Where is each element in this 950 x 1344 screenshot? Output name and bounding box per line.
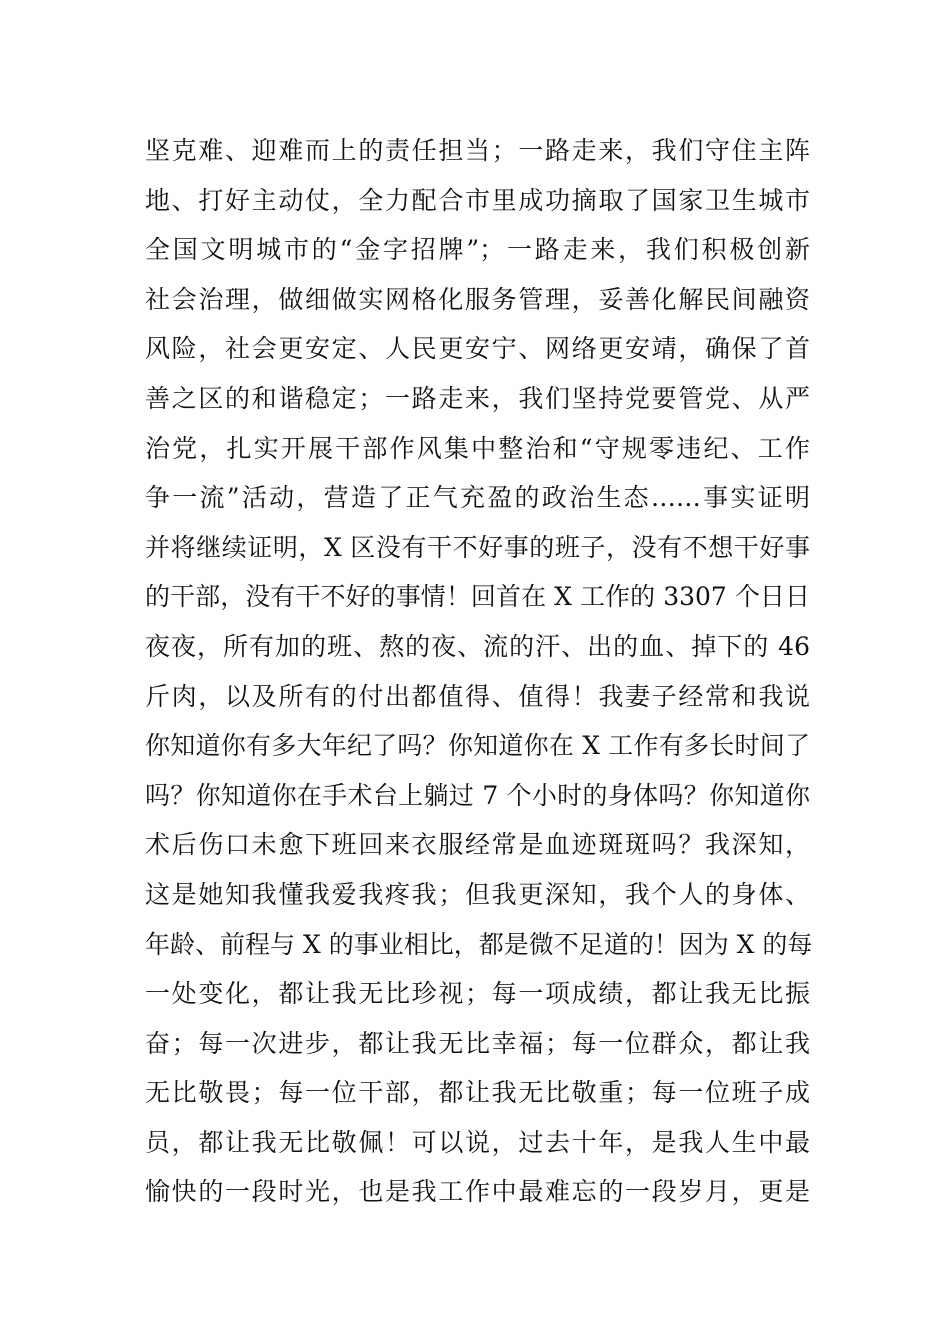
- text-line: 吗？你知道你在手术台上躺过 7 个小时的身体吗？你知道你: [145, 780, 810, 810]
- text-line: 争一流”活动，营造了正气充盈的政治生态……事实证明: [145, 483, 810, 513]
- body-text: [145, 126, 813, 1217]
- text-line: 愉快的一段时光，也是我工作中最难忘的一段岁月，更是: [145, 1177, 810, 1207]
- text-line: 斤肉，以及所有的付出都值得、值得！我妻子经常和我说: [145, 681, 810, 711]
- text-line: 年龄、前程与 X 的事业相比，都是微不足道的！因为 X 的每: [145, 929, 813, 959]
- text-line: 夜夜，所有加的班、熬的夜、流的汗、出的血、掉下的 46: [145, 631, 810, 661]
- text-line: 你知道你有多大年纪了吗？你知道你在 X 工作有多长时间了: [145, 731, 810, 761]
- text-line: 无比敬畏；每一位干部，都让我无比敬重；每一位班子成: [145, 1078, 810, 1108]
- text-line: 善之区的和谐稳定；一路走来，我们坚持党要管党、从严: [145, 383, 810, 413]
- text-line: 坚克难、迎难而上的责任担当；一路走来，我们守住主阵: [145, 136, 810, 165]
- text-line: 奋；每一次进步，都让我无比幸福；每一位群众，都让我: [145, 1028, 810, 1058]
- text-line: 治党，扎实开展干部作风集中整治和“守规零违纪、工作: [145, 433, 810, 463]
- text-line: 全国文明城市的“金字招牌”；一路走来，我们积极创新: [145, 235, 810, 265]
- text-line: 这是她知我懂我爱我疼我；但我更深知，我个人的身体、: [145, 879, 810, 909]
- text-line: 一处变化，都让我无比珍视；每一项成绩，都让我无比振: [145, 979, 810, 1009]
- text-line: 的干部，没有干不好的事情！回首在 X 工作的 3307 个日日: [145, 582, 810, 612]
- text-line: 术后伤口未愈下班回来衣服经常是血迹斑斑吗？我深知，: [145, 830, 810, 860]
- text-line: 风险，社会更安定、人民更安宁、网络更安靖，确保了首: [145, 334, 810, 364]
- text-line: 社会治理，做细做实网格化服务管理，妥善化解民间融资: [145, 284, 810, 314]
- text-line: 并将继续证明，X 区没有干不好事的班子，没有不想干好事: [145, 532, 810, 562]
- text-line: 地、打好主动仗，全力配合市里成功摘取了国家卫生城市: [145, 185, 810, 215]
- text-line: 员，都让我无比敬佩！可以说，过去十年，是我人生中最: [145, 1127, 810, 1157]
